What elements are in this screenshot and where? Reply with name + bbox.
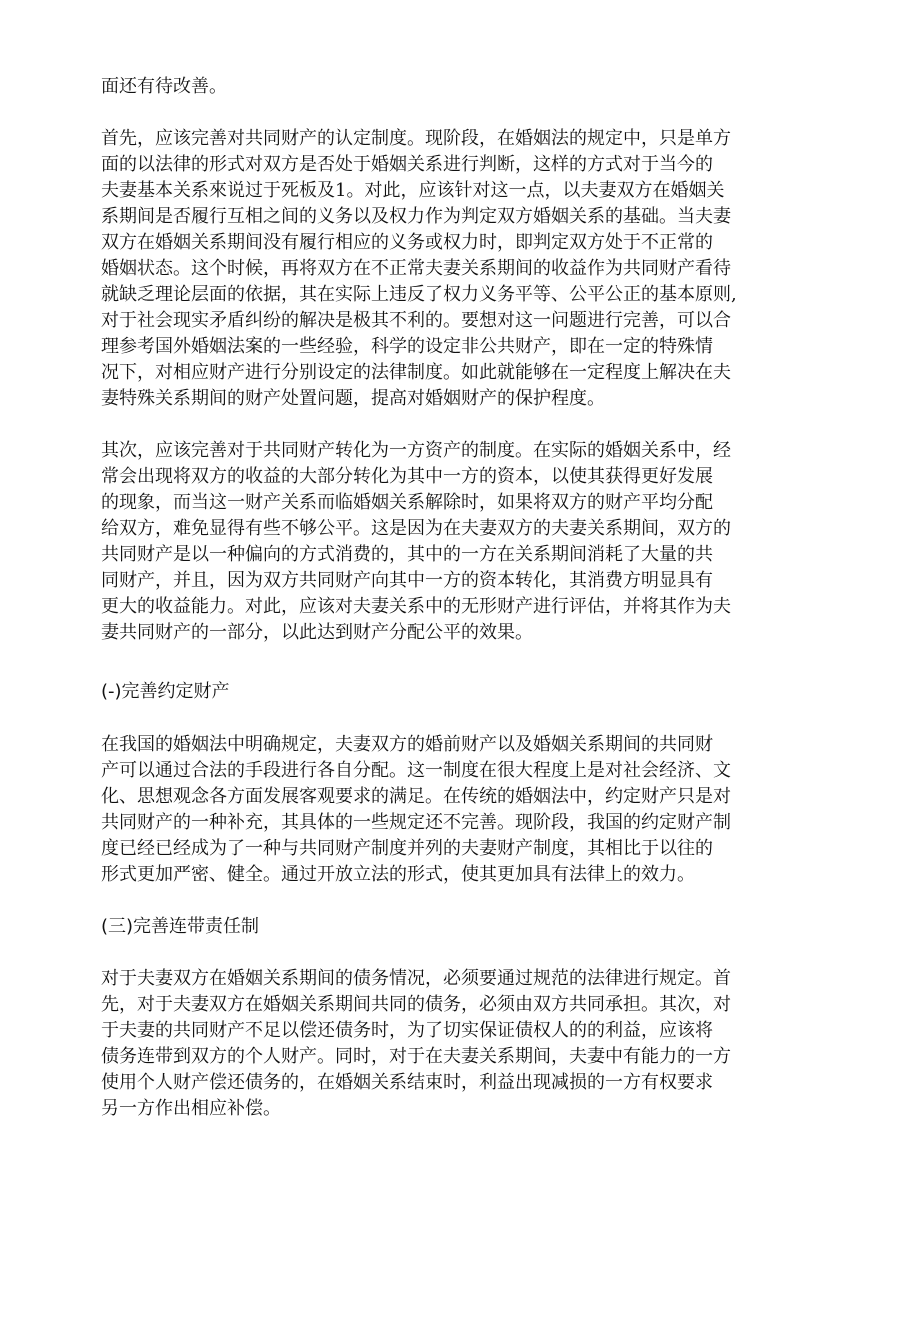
text-line: 于夫妻的共同财产不足以偿还债务时，为了切实保证债权人的的利益，应该将 bbox=[101, 1020, 713, 1041]
text-line: 形式更加严密、健全。通过开放立法的形式，使其更加具有法律上的效力。 bbox=[101, 864, 695, 885]
text-line: 在我国的婚姻法中明确规定，夫妻双方的婚前财产以及婚姻关系期间的共同财 bbox=[101, 734, 713, 755]
text-line: 妻特殊关系期间的财产处置问题，提高对婚姻财产的保护程度。 bbox=[101, 388, 605, 409]
text-line: 妻共同财产的一部分，以此达到财产分配公平的效果。 bbox=[101, 622, 533, 643]
text-line: 首先，应该完善对共同财产的认定制度。现阶段，在婚姻法的规定中，只是单方 bbox=[101, 128, 731, 149]
text-line: 先，对于夫妻双方在婚姻关系期间共同的债务，必须由双方共同承担。其次，对 bbox=[101, 994, 731, 1015]
text-line: 化、思想观念各方面发展客观要求的满足。在传统的婚姻法中，约定财产只是对 bbox=[101, 786, 731, 807]
text-line: 况下，对相应财产进行分别设定的法律制度。如此就能够在一定程度上解决在夫 bbox=[101, 362, 731, 383]
text-line: 对于社会现实矛盾纠纷的解决是极其不利的。要想对这一问题进行完善，可以合 bbox=[101, 310, 731, 331]
text-line: 婚姻状态。这个时候，再将双方在不正常夫妻关系期间的收益作为共同财产看待 bbox=[101, 258, 731, 279]
text-line: 常会出现将双方的收益的大部分转化为其中一方的资本，以使其获得更好发展 bbox=[101, 466, 713, 487]
text-line: 共同财产是以一种偏向的方式消费的，其中的一方在关系期间消耗了大量的共 bbox=[101, 544, 713, 565]
text-line: 更大的收益能力。对此，应该对夫妻关系中的无形财产进行评估，并将其作为夫 bbox=[101, 596, 731, 617]
text-line: 共同财产的一种补充，其具体的一些规定还不完善。现阶段，我国的约定财产制 bbox=[101, 812, 731, 833]
text-line: 给双方，难免显得有些不够公平。这是因为在夫妻双方的夫妻关系期间，双方的 bbox=[101, 518, 731, 539]
text-line: 面还有待改善。 bbox=[101, 76, 227, 97]
text-line: 同财产，并且，因为双方共同财产向其中一方的资本转化，其消费方明显具有 bbox=[101, 570, 713, 591]
text-line: 的现象，而当这一财产关系而临婚姻关系解除时，如果将双方的财产平均分配 bbox=[101, 492, 713, 513]
text-line: 度已经已经成为了一种与共同财产制度并列的夫妻财产制度，其相比于以往的 bbox=[101, 838, 713, 859]
text-line: 就缺乏理论层面的依据，其在实际上违反了权力义务平等、公平公正的基本原则, bbox=[101, 284, 737, 305]
text-line: 双方在婚姻关系期间没有履行相应的义务或权力时，即判定双方处于不正常的 bbox=[101, 232, 713, 253]
section-heading: (-)完善约定财产 bbox=[101, 681, 230, 702]
text-line: 债务连带到双方的个人财产。同时，对于在夫妻关系期间，夫妻中有能力的一方 bbox=[101, 1046, 731, 1067]
text-line: 夫妻基本关系來说过于死板及1。对此，应该针对这一点，以夫妻双方在婚姻关 bbox=[101, 180, 725, 201]
text-line: 另一方作出相应补偿。 bbox=[101, 1098, 281, 1119]
section-heading: (三)完善连带责任制 bbox=[101, 916, 260, 937]
text-line: 产可以通过合法的手段进行各自分配。这一制度在很大程度上是对社会经济、文 bbox=[101, 760, 731, 781]
text-line: 其次，应该完善对于共同财产转化为一方资产的制度。在实际的婚姻关系中，经 bbox=[101, 440, 731, 461]
text-line: 系期间是否履行互相之间的义务以及权力作为判定双方婚姻关系的基础。当夫妻 bbox=[101, 206, 731, 227]
text-line: 对于夫妻双方在婚姻关系期间的债务情况，必须要通过规范的法律进行规定。首 bbox=[101, 968, 731, 989]
text-line: 理参考国外婚姻法案的一些经验，科学的设定非公共财产，即在一定的特殊情 bbox=[101, 336, 713, 357]
text-line: 使用个人财产偿还债务的，在婚姻关系结束时，利益出现减损的一方有权要求 bbox=[101, 1072, 713, 1093]
text-line: 面的以法律的形式对双方是否处于婚姻关系进行判断，这样的方式对于当今的 bbox=[101, 154, 713, 175]
